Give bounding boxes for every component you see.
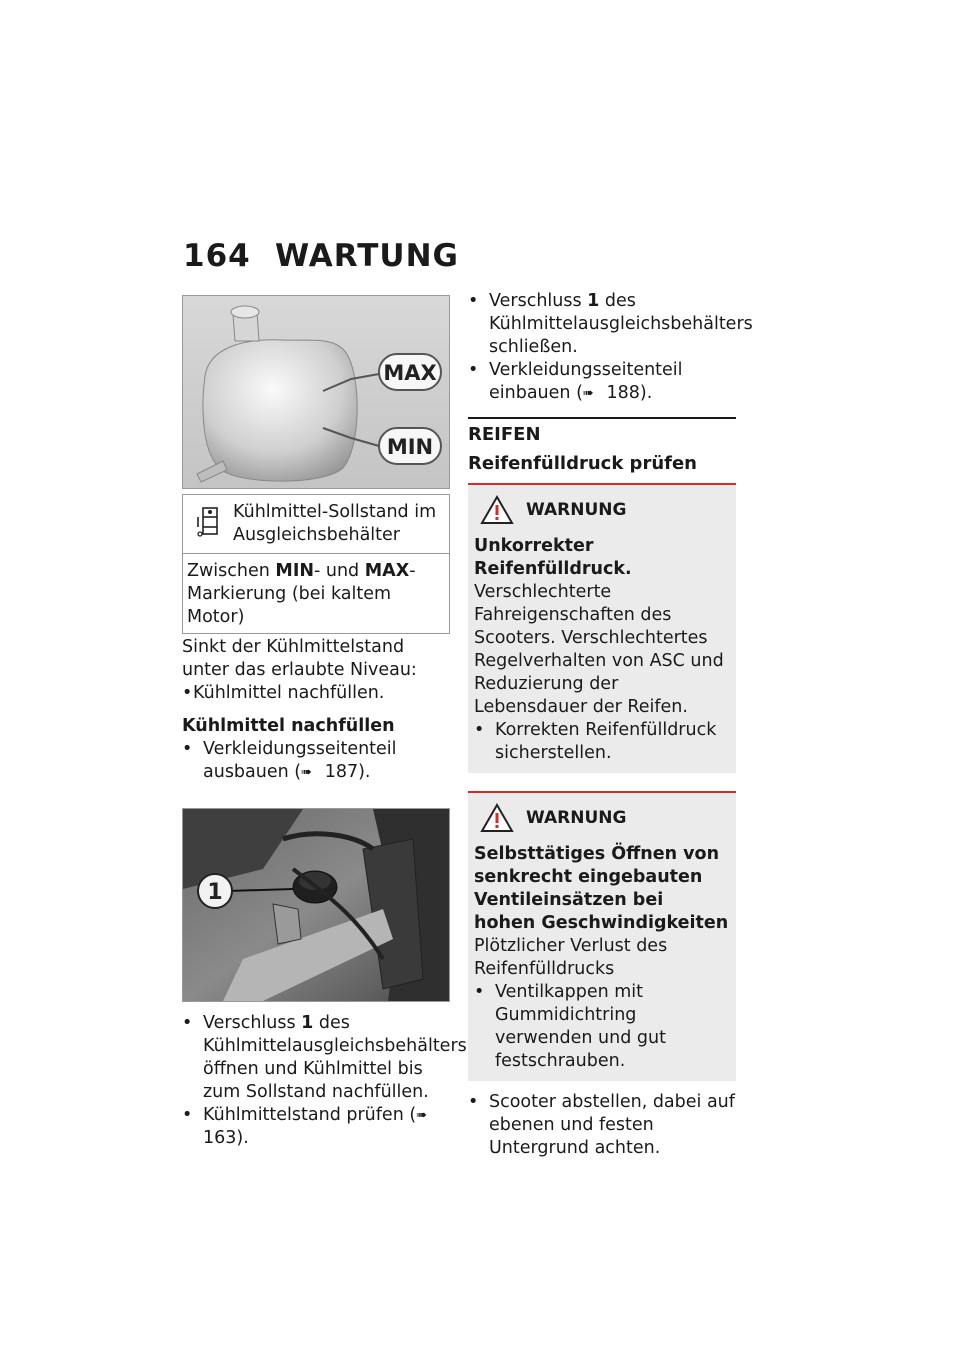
scooter-cap-photo: [183, 809, 450, 1001]
warning-body: Verschlechterte Fahreigenschaften des Scooters. Verschlechtertes Regelverhalten von ASC und Reduzierung der Lebensdauer der Reifen.: [474, 582, 724, 717]
warning-title: Unkorrekter Reifenfülldruck.: [474, 536, 632, 579]
page-reference-icon: ➠: [416, 1108, 428, 1123]
list-item: • Verschluss 1 des Kühlmittelausgleichsbehälters schließen.: [468, 291, 753, 357]
chapter-title: WARTUNG: [275, 238, 459, 274]
page-reference[interactable]: 187: [324, 762, 359, 782]
scooter-cap-figure: [182, 808, 450, 1002]
coolant-reservoir-figure: [182, 295, 450, 489]
left-column: [182, 295, 467, 1150]
section-divider: [468, 417, 736, 419]
page-number: 164: [183, 238, 251, 274]
list-item: • Verschluss 1 des Kühlmittelausgleichsbehälters öffnen und Kühlmittel bis zum Sollstand nachfüllen.: [182, 1013, 467, 1102]
warning-title: Selbsttätiges Öffnen von senkrecht eingebauten Ventileinsätzen bei hohen Geschwindigkeiten: [474, 844, 729, 933]
warning-box-tire-pressure: [468, 483, 736, 773]
warning-box-valve: [468, 791, 736, 1081]
section-title: Kühlmittel nachfüllen: [182, 716, 395, 736]
warning-body: Plötzlicher Verlust des Reifenfülldrucks: [474, 936, 668, 979]
callout-1: 1: [207, 880, 223, 905]
spec-box-header: [183, 495, 449, 554]
coolant-level-icon: [197, 505, 223, 537]
page-reference[interactable]: 163: [203, 1128, 237, 1148]
spec-value: Zwischen MIN- und MAX-Markierung (bei kaltem Motor): [187, 561, 416, 627]
spec-heading: Kühlmittel-Sollstand im Ausgleichsbehälter: [233, 502, 437, 545]
list-item: • Verkleidungsseitenteil einbauen (➠ 188).: [468, 360, 683, 403]
spec-box: [182, 494, 450, 634]
page-header: [183, 238, 459, 274]
page-reference-icon: ➠: [582, 386, 594, 401]
page-reference[interactable]: 188: [606, 383, 640, 403]
intro-text: Sinkt der Kühlmittelstand unter das erlaubte Niveau:: [182, 637, 417, 680]
warning-triangle-icon: [480, 803, 514, 833]
warning-triangle-icon: [480, 495, 514, 525]
max-label: MAX: [383, 361, 437, 385]
right-column: [468, 290, 753, 1160]
list-item: • Scooter abstellen, dabei auf ebenen und festen Untergrund achten.: [468, 1092, 735, 1158]
list-item: • Ventilkappen mit Gummidichtring verwenden und gut festschrauben.: [474, 982, 666, 1071]
warning-label: WARNUNG: [526, 807, 627, 828]
warning-label: WARNUNG: [526, 499, 627, 520]
subsection-heading: Reifenfülldruck prüfen: [468, 453, 697, 474]
list-item: • Kühlmittelstand prüfen (➠ 163).: [182, 1104, 450, 1150]
list-item: • Korrekten Reifenfülldruck sicherstellen.: [474, 720, 717, 763]
list-item: • Kühlmittel nachfüllen.: [182, 683, 385, 703]
coolant-reservoir-illustration: [183, 296, 450, 488]
min-label: MIN: [386, 435, 434, 459]
section-heading: REIFEN: [468, 424, 541, 445]
page-reference-icon: ➠: [301, 765, 313, 780]
list-item: • Verkleidungsseitenteil ausbauen (➠ 187).: [182, 739, 397, 782]
